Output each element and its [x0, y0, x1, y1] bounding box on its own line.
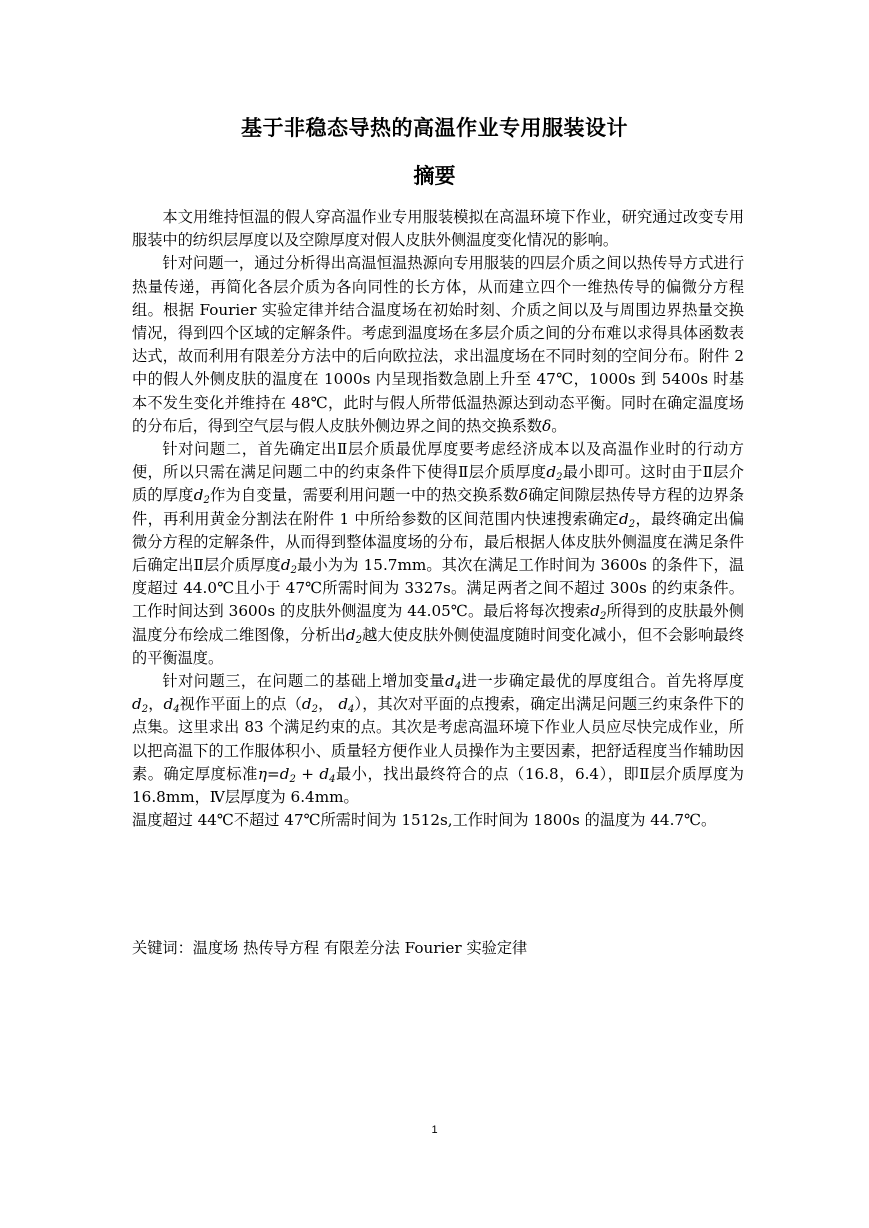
var-d4: $d_4$: [319, 764, 336, 785]
page-title: 基于非稳态导热的高温作业专用服装设计: [241, 116, 628, 140]
var-d2: $d_2$: [345, 625, 363, 646]
var-d4: $d_4$: [338, 695, 355, 716]
var-d2: $d_2$: [301, 695, 319, 716]
var-d2: $d_2$: [618, 509, 636, 530]
page-number: 1: [431, 1124, 438, 1136]
eta-symbol: η: [257, 764, 268, 783]
paragraph-problem-1: 针对问题一，通过分析得出高温恒温热源向专用服装的四层介质之间以热传导方式进行热量传递，再简化各层介质为各向同性的长方体，从而建立四个一维热传导的偏微分方程组。根据 Fourier 实验定律并结合温度场在初始时刻、介质之间以及与周围边界热量交换情况，得到四个区域的定解条件。考虑到温度场在多层介质之间的分布难以求得具体函数表达式，故而利用有限差分方法中的后向欧拉法，求出温度场在不同时刻的空间分布。附件 2 中的假人外侧皮肤的温度在 1000s 内呈现指数急剧上升至 47℃，1000s 到 5400s 时基本不发生变化并维持在 48℃，此时与假人所带低温热源达到动态平衡。同时在确定温度场的分布后，得到空气层与假人皮肤外侧边界之间的热交换系数δ。: [132, 254, 744, 435]
paragraph-result: 温度超过 44℃不超过 47℃所需时间为 1512s,工作时间为 1800s 的温度为 44.7℃。: [132, 811, 717, 830]
var-d2: $d_2$: [132, 695, 149, 716]
delta-symbol: δ: [518, 486, 528, 505]
keywords: 关键词：温度场 热传导方程 有限差分法 Fourier 实验定律: [132, 939, 528, 957]
abstract-heading: 摘要: [413, 164, 456, 188]
var-d4: $d_4$: [445, 672, 462, 693]
var-d2: $d_2$: [193, 486, 210, 507]
abstract-body: [132, 206, 744, 832]
paragraph-problem-3: 针对问题三，在问题二的基础上增加变量$d_4$进一步确定最优的厚度组合。首先将厚度$d_2$，$d_4$视作平面上的点（$d_2$， $d_4$），其次对平面的点搜索，确定出满足问题三约束条件下的点集。这里求出 83 个满足约束的点。其次是考虑高温环境下作业人员应尽快完成作业，所以把高温下的工作服体积小、质量轻方便作业人员操作为主要因素，把舒适程度当作辅助因素。确定厚度标准$\eta=d_2 + d_4$最小，找出最终符合的点（16.8，6.4），即Ⅱ层介质厚度为 16.8mm，Ⅳ层厚度为 6.4mm。: [132, 672, 745, 807]
paragraph-intro: 本文用维持恒温的假人穿高温作业专用服装模拟在高温环境下作业，研究通过改变专用服装中的纺织层厚度以及空隙厚度对假人皮肤外侧温度变化情况的影响。: [132, 208, 744, 250]
var-d2: $d_2$: [546, 463, 563, 484]
var-d2: $d_2$: [279, 764, 296, 785]
var-d4: $d_4$: [163, 695, 180, 716]
delta-symbol: δ: [542, 416, 552, 435]
paragraph-problem-2: 针对问题二，首先确定出Ⅱ层介质最优厚度要考虑经济成本以及高温作业时的行动方便，所以只需在满足问题二中的约束条件下使得Ⅱ层介质厚度$d_2$最小即可。这时由于Ⅱ层介质的厚度$d_2$作为自变量，需要利用问题一中的热交换系数δ确定间隙层热传导方程的边界条件，再利用黄金分割法在附件 1 中所给参数的区间范围内快速搜索确定$d_2$，最终确定出偏微分方程的定解条件，从而得到整体温度场的分布，最后根据人体皮肤外侧温度在满足条件后确定出Ⅱ层介质厚度$d_2$最小为为 15.7mm。其次在满足工作时间为 3600s 的条件下，温度超过 44.0℃且小于 47℃所需时间为 3327s。满足两者之间不超过 300s 的约束条件。工作时间达到 3600s 的皮肤外侧温度为 44.05℃。最后将每次搜索$d_2$所得到的皮肤最外侧温度分布绘成二维图像，分析出$d_2$越大使皮肤外侧使温度随时间变化减小，但不会影响最终的平衡温度。: [132, 440, 745, 667]
var-d2: $d_2$: [280, 556, 297, 577]
var-d2: $d_2$: [590, 602, 607, 623]
